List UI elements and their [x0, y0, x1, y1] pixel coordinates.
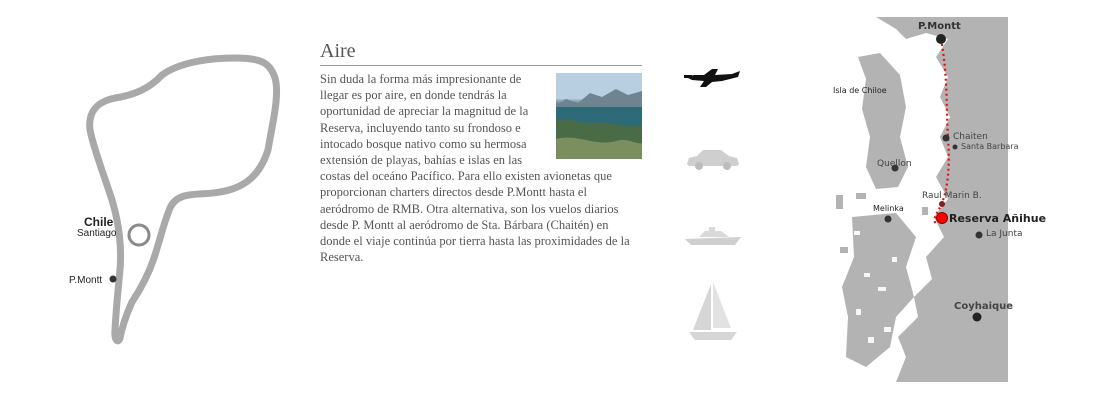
car-icon[interactable]: [683, 138, 743, 178]
chaiten-marker: [943, 135, 950, 142]
la-junta-label: La Junta: [986, 229, 1023, 239]
chaiten-label: Chaiten: [953, 132, 988, 142]
article-title: Aire: [320, 38, 642, 66]
reserva-marker: [937, 213, 948, 224]
pmontt-marker: [936, 34, 946, 44]
chile-label: Chile: [84, 215, 114, 229]
pmontt-dot: [110, 276, 117, 283]
melinka-marker: [885, 216, 892, 223]
santiago-circle-marker: [129, 225, 149, 245]
raul-marin-marker: [939, 201, 945, 207]
coyhaique-marker: [973, 313, 982, 322]
article-section: [320, 38, 642, 265]
aerial-photo: [556, 73, 642, 159]
route-map: [833, 17, 1047, 382]
santa-barbara-label: Santa Barbara: [961, 142, 1019, 151]
santa-barbara-marker: [953, 145, 958, 150]
coyhaique-label: Coyhaique: [954, 301, 1014, 312]
santiago-label: Santiago: [77, 228, 117, 239]
pmontt-label: P.Montt: [69, 275, 103, 286]
article-body: Sin duda la forma más impresionante de llegar es por aire, en donde tendrás la oportunidad de apreciar la magnitud de la Reserva, incluyendo tanto su frondoso e intocado bosque nativo como su hermosa extensión de playas, bahías e islas en las costas del oceáno Pacífico. Para ello existen avionetas que proporcionan charters directos desde P.Montt hasta el aeródromo de RMB. Otra alternativa, son los vuelos diarios desde P. Montt al aeródromo de Sta. Bárbara (Chaitén) en donde el viaje continúa por tierra hasta las proximidades de la Reserva.: [320, 72, 630, 265]
la-junta-marker: [976, 232, 983, 239]
melinka-label: Melinka: [873, 204, 904, 213]
south-america-outline: [90, 58, 277, 341]
yacht-icon[interactable]: [683, 215, 743, 255]
raul-marin-label: Raul Marin B.: [922, 191, 982, 201]
south-america-outline-map: [60, 40, 300, 360]
chiloe-label: Isla de Chiloe: [833, 86, 887, 95]
sailboat-icon[interactable]: [683, 280, 743, 345]
airplane-icon[interactable]: [682, 55, 742, 95]
aerial-photo-image: [556, 73, 642, 159]
quellon-label: Quellon: [877, 159, 912, 169]
reserva-label: Reserva Añihue: [949, 212, 1047, 225]
pmontt-map-label: P.Montt: [918, 21, 961, 32]
